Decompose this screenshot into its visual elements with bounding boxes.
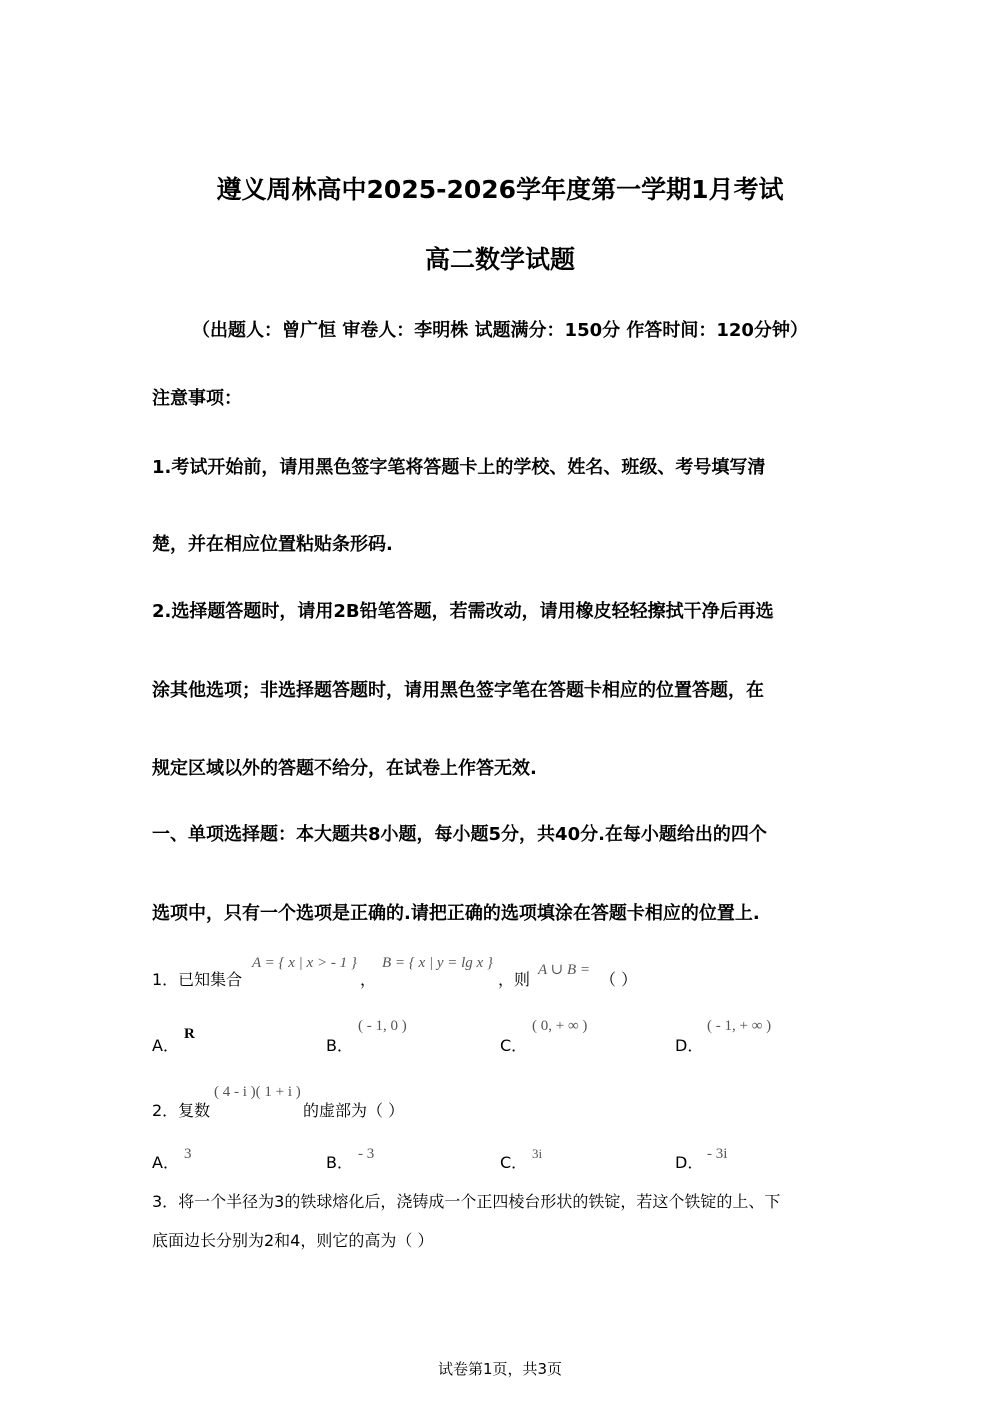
q1-comma: ， <box>360 970 377 989</box>
q3-line1: 3．将一个半径为3的铁球熔化后，浇铸成一个正四棱台形状的铁锭，若这个铁锭的上、下 <box>152 1192 781 1211</box>
q2-option-b-label: B． <box>326 1153 353 1172</box>
exam-info: （出题人：曾广恒 审卷人：李明株 试题满分：150分 作答时间：120分钟） <box>192 320 808 341</box>
q1-option-c-label: C． <box>500 1036 528 1055</box>
notice-item2-line1: 2.选择题答题时，请用2B铅笔答题，若需改动，请用橡皮轻轻擦拭干净后再选 <box>152 601 774 622</box>
q1-paren: （ ） <box>600 970 638 989</box>
q1-option-c-value: ( 0, + ∞ ) <box>532 1018 588 1034</box>
q1-option-d-label: D． <box>675 1036 704 1055</box>
q1-option-b-value: ( - 1, 0 ) <box>358 1018 407 1034</box>
q1-option-a-label: A． <box>152 1036 179 1055</box>
q2-expr: ( 4 - i )( 1 + i ) <box>214 1084 301 1100</box>
page-footer: 试卷第1页，共3页 <box>437 1360 563 1378</box>
q1-then: ，则 <box>498 970 531 989</box>
q1-option-a-value: R <box>184 1026 195 1042</box>
q1-expr: A ∪ B = <box>538 962 590 978</box>
q1-set-b: B = { x | y = lg x } <box>382 955 493 971</box>
section1-line2: 选项中，只有一个选项是正确的.请把正确的选项填涂在答题卡相应的位置上. <box>152 903 760 924</box>
q2-option-a-value: 3 <box>184 1146 192 1162</box>
q2-option-b-value: - 3 <box>358 1146 375 1162</box>
q2-option-c-value: 3i <box>532 1146 543 1161</box>
exam-subtitle: 高二数学试题 <box>424 245 575 274</box>
notice-item2-line3: 规定区域以外的答题不给分，在试卷上作答无效. <box>152 758 537 779</box>
notice-item2-line2: 涂其他选项；非选择题答题时，请用黑色签字笔在答题卡相应的位置答题，在 <box>152 680 764 701</box>
q1-option-d-value: ( - 1, + ∞ ) <box>707 1018 772 1034</box>
q2-option-d-label: D． <box>675 1153 704 1172</box>
q2-option-d-value: - 3i <box>707 1146 728 1162</box>
q1-prefix: 1．已知集合 <box>152 970 243 989</box>
q2-option-a-label: A． <box>152 1153 179 1172</box>
section1-line1: 一、单项选择题：本大题共8小题，每小题5分，共40分.在每小题给出的四个 <box>152 824 767 845</box>
q2-suffix: 的虚部为（ ） <box>303 1101 405 1120</box>
q2-prefix: 2．复数 <box>152 1101 211 1120</box>
q1-set-a: A = { x | x > - 1 } <box>252 955 357 971</box>
notice-item1-line1: 1.考试开始前，请用黑色签字笔将答题卡上的学校、姓名、班级、考号填写清 <box>152 457 766 478</box>
notice-heading: 注意事项： <box>152 388 242 409</box>
q2-option-c-label: C． <box>500 1153 528 1172</box>
q1-option-b-label: B． <box>326 1036 353 1055</box>
q3-line2: 底面边长分别为2和4，则它的高为（ ） <box>152 1231 434 1250</box>
notice-item1-line2: 楚，并在相应位置粘贴条形码. <box>152 534 393 555</box>
exam-title: 遵义周林高中2025-2026学年度第一学期1月考试 <box>216 175 784 204</box>
